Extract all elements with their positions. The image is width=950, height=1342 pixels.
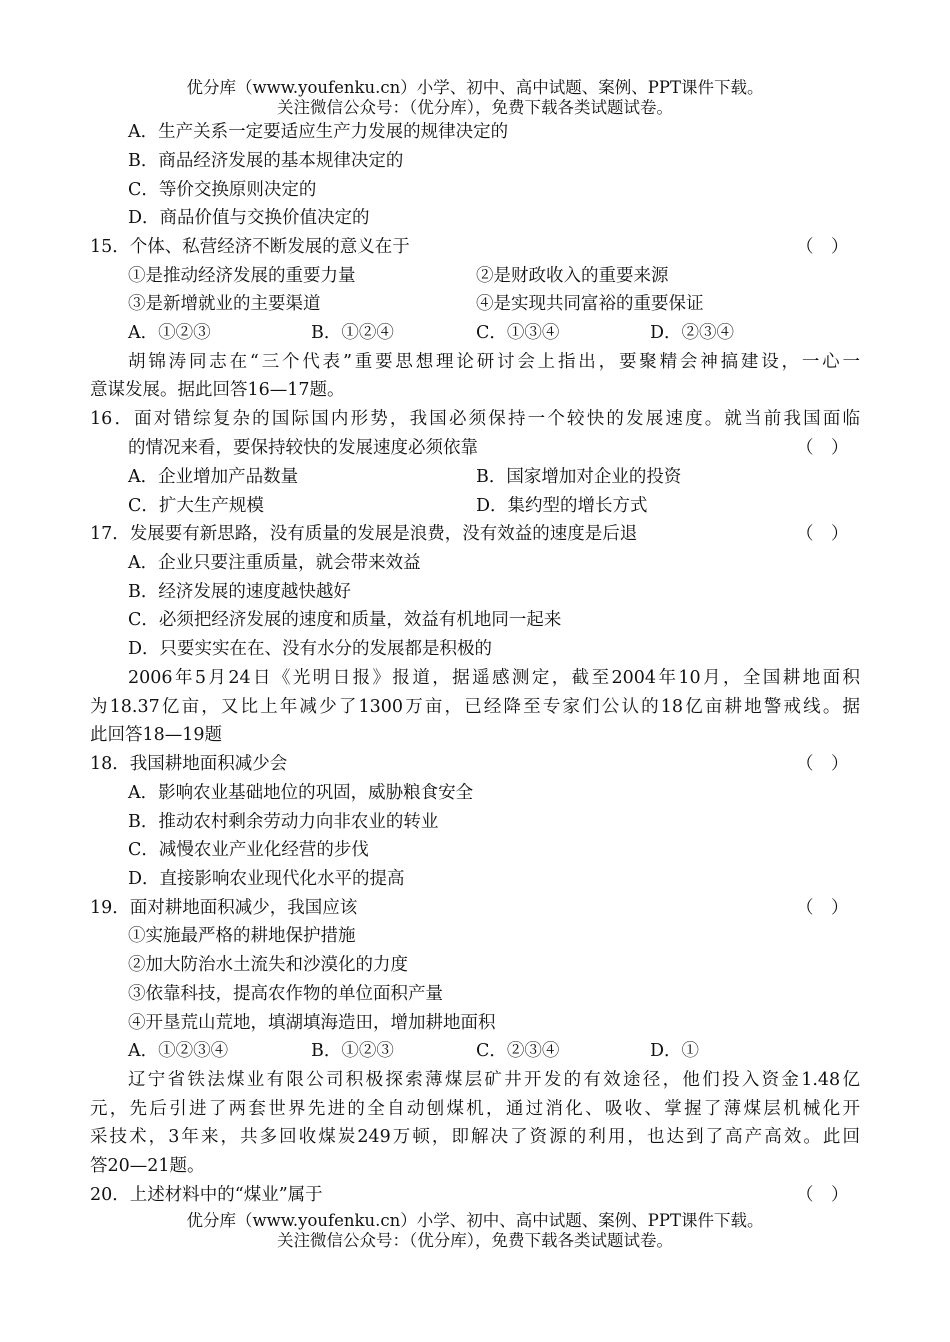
q16-option-a: A．企业增加产品数量 bbox=[128, 467, 299, 487]
q19-option-a: A．①②③④ bbox=[128, 1041, 229, 1061]
passage-2-line-1: 2006年5月24日《光明日报》报道，据遥感测定，截至2004年10月，全国耕地面积 bbox=[128, 668, 860, 688]
q14-option-b: B．商品经济发展的基本规律决定的 bbox=[128, 151, 404, 171]
q18-option-a: A．影响农业基础地位的巩固，威胁粮食安全 bbox=[128, 783, 474, 803]
passage-3-line-3: 采技术，3年来，共多回收煤炭249万顿，即解决了资源的利用，也达到了高产高效。此回 bbox=[90, 1127, 860, 1147]
q19-item-4: ④开垦荒山荒地，填湖填海造田，增加耕地面积 bbox=[128, 1013, 496, 1033]
q17-option-d: D．只要实实在在、没有水分的发展都是积极的 bbox=[128, 639, 493, 659]
q18-stem: 18．我国耕地面积减少会 bbox=[90, 754, 288, 774]
q14-option-a: A．生产关系一定要适应生产力发展的规律决定的 bbox=[128, 122, 509, 142]
passage-1-line-1: 胡锦涛同志在“三个代表”重要思想理论研讨会上指出，要聚精会神搞建设，一心一 bbox=[128, 352, 860, 372]
q17-answer-paren: （ ） bbox=[796, 524, 849, 544]
q18-option-c: C．减慢农业产业化经营的步伐 bbox=[128, 840, 369, 860]
header-line-1: 优分库（www.youfenku.cn）小学、初中、高中试题、案例、PPT课件下载。 bbox=[186, 78, 764, 97]
q15-option-c: C．①③④ bbox=[476, 323, 560, 343]
q15-option-a: A．①②③ bbox=[128, 323, 211, 343]
q19-answer-paren: （ ） bbox=[796, 898, 849, 918]
q14-option-d: D．商品价值与交换价值决定的 bbox=[128, 208, 370, 228]
q16-answer-paren: （ ） bbox=[796, 438, 849, 458]
q17-stem: 17．发展要有新思路，没有质量的发展是浪费，没有效益的速度是后退 bbox=[90, 524, 638, 544]
q18-option-d: D．直接影响农业现代化水平的提高 bbox=[128, 869, 405, 889]
q20-answer-paren: （ ） bbox=[796, 1185, 849, 1205]
q19-option-c: C．②③④ bbox=[476, 1041, 560, 1061]
header-line-2: 关注微信公众号：（优分库），免费下载各类试题试卷。 bbox=[277, 98, 673, 117]
q15-item-3: ③是新增就业的主要渠道 bbox=[128, 294, 321, 314]
q16-stem-line-2: 的情况来看，要保持较快的发展速度必须依靠 bbox=[128, 438, 478, 458]
q19-stem: 19．面对耕地面积减少，我国应该 bbox=[90, 898, 358, 918]
q19-item-2: ②加大防治水土流失和沙漠化的力度 bbox=[128, 955, 408, 975]
q15-item-4: ④是实现共同富裕的重要保证 bbox=[476, 294, 704, 314]
footer-line-2: 关注微信公众号：（优分库），免费下载各类试题试卷。 bbox=[277, 1231, 673, 1250]
q17-option-a: A．企业只要注重质量，就会带来效益 bbox=[128, 553, 421, 573]
passage-3-line-1: 辽宁省铁法煤业有限公司积极探索薄煤层矿井开发的有效途径，他们投入资金1.48亿 bbox=[128, 1070, 860, 1090]
q15-item-1: ①是推动经济发展的重要力量 bbox=[128, 266, 356, 286]
q15-answer-paren: （ ） bbox=[796, 237, 849, 257]
q19-item-1: ①实施最严格的耕地保护措施 bbox=[128, 926, 356, 946]
passage-3-line-4: 答20—21题。 bbox=[90, 1156, 205, 1176]
q15-option-d: D．②③④ bbox=[650, 323, 735, 343]
q16-option-b: B．国家增加对企业的投资 bbox=[476, 467, 682, 487]
q16-stem-line-1: 16．面对错综复杂的国际国内形势，我国必须保持一个较快的发展速度。就当前我国面临 bbox=[90, 409, 860, 429]
q17-option-c: C．必须把经济发展的速度和质量，效益有机地同一起来 bbox=[128, 610, 562, 630]
passage-2-line-2: 为18.37亿亩，又比上年减少了1300万亩，已经降至专家们公认的18亿亩耕地警戒线。据 bbox=[90, 697, 860, 717]
q16-option-d: D．集约型的增长方式 bbox=[476, 496, 648, 516]
q19-option-b: B．①②③ bbox=[311, 1041, 394, 1061]
q19-option-d: D．① bbox=[650, 1041, 700, 1061]
q19-item-3: ③依靠科技，提高农作物的单位面积产量 bbox=[128, 984, 443, 1004]
q15-item-2: ②是财政收入的重要来源 bbox=[476, 266, 669, 286]
q15-option-b: B．①②④ bbox=[311, 323, 394, 343]
q20-stem: 20．上述材料中的“煤业”属于 bbox=[90, 1185, 323, 1205]
q16-option-c: C．扩大生产规模 bbox=[128, 496, 264, 516]
q17-option-b: B．经济发展的速度越快越好 bbox=[128, 582, 351, 602]
passage-3-line-2: 元，先后引进了两套世界先进的全自动刨煤机，通过消化、吸收、掌握了薄煤层机械化开 bbox=[90, 1099, 860, 1119]
passage-2-line-3: 此回答18—19题 bbox=[90, 725, 223, 745]
q18-answer-paren: （ ） bbox=[796, 754, 849, 774]
passage-1-line-2: 意谋发展。据此回答16—17题。 bbox=[90, 380, 345, 400]
q18-option-b: B．推动农村剩余劳动力向非农业的转业 bbox=[128, 812, 439, 832]
q14-option-c: C．等价交换原则决定的 bbox=[128, 180, 317, 200]
q15-stem: 15．个体、私营经济不断发展的意义在于 bbox=[90, 237, 410, 257]
footer-line-1: 优分库（www.youfenku.cn）小学、初中、高中试题、案例、PPT课件下载。 bbox=[186, 1211, 764, 1230]
